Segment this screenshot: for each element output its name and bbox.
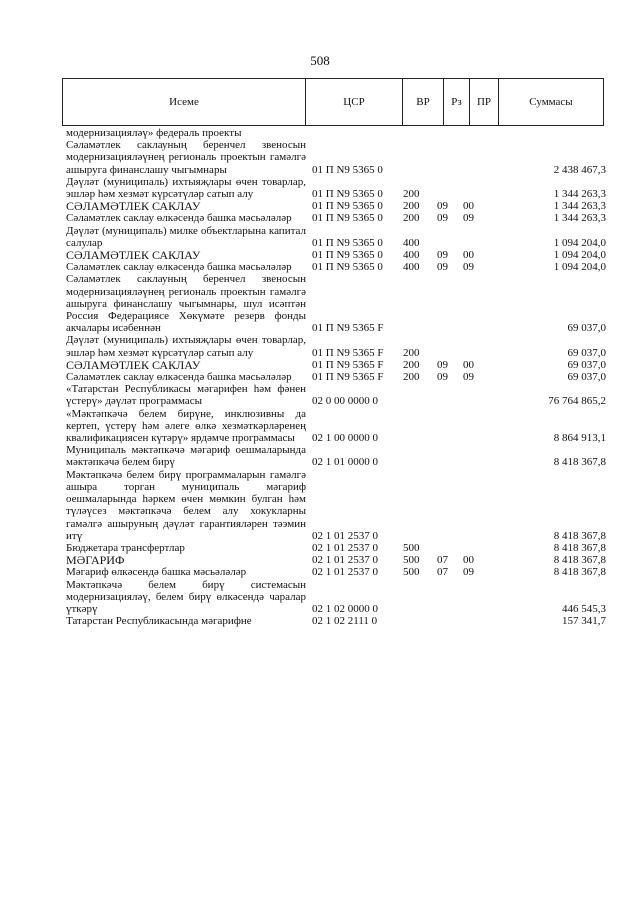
table-row xyxy=(66,615,606,627)
table-row xyxy=(66,225,606,249)
row-pr: 00 xyxy=(463,358,474,371)
row-csr: 01 П N9 5365 0 xyxy=(312,236,383,249)
table-row xyxy=(66,334,606,358)
table-row xyxy=(66,566,606,578)
row-csr: 02 1 01 2537 0 xyxy=(312,541,378,554)
table-row xyxy=(66,139,606,176)
row-vr: 200 xyxy=(403,212,420,225)
row-name: Дәүләт (муниципаль) ихтыяҗлары өчен товарлар, эшләр һәм хезмәт күрсәтүләр сатып алу xyxy=(66,334,306,359)
header-rz: Рз xyxy=(444,79,470,125)
table-row xyxy=(66,212,606,224)
row-name: Муниципаль мәктәпкәчә мәгариф оешмаларында мәктәпкәчә белем бирү xyxy=(66,444,306,469)
row-csr: 02 1 00 0000 0 xyxy=(312,432,378,445)
table-row xyxy=(66,176,606,200)
header-sum: Суммасы xyxy=(529,96,573,108)
row-sum: 1 344 263,3 xyxy=(553,188,606,201)
row-csr: 01 П N9 5365 F xyxy=(312,358,384,371)
row-csr: 02 1 01 2537 0 xyxy=(312,529,378,542)
row-csr: 02 0 00 0000 0 xyxy=(312,395,378,408)
row-sum: 8 418 367,8 xyxy=(553,529,606,542)
row-vr: 200 xyxy=(403,358,420,371)
row-name: «Татарстан Республикасы мәгарифен һәм фәнен үстерү» дәүләт программасы xyxy=(66,383,306,408)
row-rz: 07 xyxy=(437,554,448,567)
row-vr: 200 xyxy=(403,188,420,201)
table-row xyxy=(66,200,606,212)
row-sum: 69 037,0 xyxy=(567,322,606,335)
row-sum: 1 094 204,0 xyxy=(553,236,606,249)
row-vr: 200 xyxy=(403,371,420,384)
row-name: модернизацияләү» федераль проекты xyxy=(66,127,242,139)
table-row xyxy=(66,273,606,334)
row-csr: 02 1 02 2111 0 xyxy=(312,615,378,628)
row-csr: 02 1 01 2537 0 xyxy=(312,554,378,567)
header-pr: ПР xyxy=(470,79,499,125)
row-name: Мәктәпкәчә белем бирү системасын модернизацияләү, белем бирү өлкәсендә чаралар үткәрү xyxy=(66,578,306,615)
row-pr: 00 xyxy=(463,554,474,567)
row-rz: 09 xyxy=(437,371,448,384)
table-row xyxy=(66,542,606,554)
table-row xyxy=(66,408,606,445)
row-vr: 400 xyxy=(403,249,420,262)
row-name: СӘЛАМӘТЛЕК САКЛАУ xyxy=(66,357,201,372)
row-name: Сәламәтлек саклауның беренчел звеносын модернизацияләүнең региональ проектын гамәлгә ашыруга финанслашу чыгымнары, шул исәптән Россия Федерациясе Хөкүмәте резерв фонды акчалары исәбеннән xyxy=(66,273,306,335)
row-csr: 01 П N9 5365 0 xyxy=(312,200,383,213)
table-row xyxy=(66,249,606,261)
row-name: «Мәктәпкәчә белем бирүне, инклюзивны да кертеп, үстерү һәм әлеге өлкә хезмәткәрләренең квалификациясен күтәрү» ярдәмче программасы xyxy=(66,407,306,445)
row-name: Сәламәтлек саклауның беренчел звеносын модернизацияләүнең региональ проектын гамәлгә ашыруга финанслашу чыгымнары xyxy=(66,139,306,176)
row-sum: 1 094 204,0 xyxy=(553,261,606,274)
row-pr: 09 xyxy=(463,261,474,274)
row-sum: 69 037,0 xyxy=(567,358,606,371)
row-csr: 02 1 01 0000 0 xyxy=(312,456,378,469)
row-vr: 500 xyxy=(403,541,420,554)
row-csr: 02 1 02 0000 0 xyxy=(312,602,378,615)
row-rz: 09 xyxy=(437,249,448,262)
row-name: Дәүләт (муниципаль) милке объектларына капитал салулар xyxy=(66,224,306,249)
row-name: СӘЛАМӘТЛЕК САКЛАУ xyxy=(66,248,201,263)
row-name: Татарстан Республикасында мәгарифне xyxy=(66,615,252,628)
table-row xyxy=(66,359,606,371)
row-csr: 01 П N9 5365 F xyxy=(312,322,384,335)
row-name: Мәгариф өлкәсендә башка мәсьәләләр xyxy=(66,566,247,579)
row-sum: 1 094 204,0 xyxy=(553,249,606,262)
row-sum: 8 418 367,8 xyxy=(553,554,606,567)
row-vr: 200 xyxy=(403,346,420,359)
row-sum: 8 418 367,8 xyxy=(553,566,606,579)
row-name: Бюджетара трансфертлар xyxy=(66,541,185,554)
table-row xyxy=(66,383,606,407)
row-rz: 09 xyxy=(437,200,448,213)
table-row xyxy=(66,554,606,566)
row-sum: 1 344 263,3 xyxy=(553,200,606,213)
row-csr: 01 П N9 5365 0 xyxy=(312,163,383,176)
row-name: МӘГАРИФ xyxy=(66,553,125,568)
table-row xyxy=(66,444,606,468)
row-vr: 500 xyxy=(403,554,420,567)
table-row xyxy=(66,261,606,273)
row-rz: 07 xyxy=(437,566,448,579)
row-rz: 09 xyxy=(437,358,448,371)
table-row xyxy=(66,579,606,616)
row-csr: 01 П N9 5365 F xyxy=(312,346,384,359)
row-sum: 69 037,0 xyxy=(567,346,606,359)
row-rz: 09 xyxy=(437,212,448,225)
row-pr: 09 xyxy=(463,371,474,384)
budget-table-body xyxy=(66,127,606,627)
row-csr: 01 П N9 5365 0 xyxy=(312,188,383,201)
header-vr: ВР xyxy=(403,79,444,125)
table-header xyxy=(62,78,604,126)
row-pr: 09 xyxy=(463,212,474,225)
table-row xyxy=(66,371,606,383)
header-csr: ЦСР xyxy=(306,79,403,125)
row-csr: 02 1 01 2537 0 xyxy=(312,566,378,579)
row-csr: 01 П N9 5365 0 xyxy=(312,212,383,225)
row-sum: 76 764 865,2 xyxy=(548,395,606,408)
row-csr: 01 П N9 5365 F xyxy=(312,371,384,384)
row-rz: 09 xyxy=(437,261,448,274)
row-name: Сәламәтлек саклау өлкәсендә башка мәсьәләләр xyxy=(66,371,292,384)
row-sum: 8 418 367,8 xyxy=(553,456,606,469)
row-name: Мәктәпкәчә белем бирү программаларын гамәлгә ашыра торган муниципаль мәгариф оешмаларында һәркем өчен мөмкин булган һәм түләүсез мәктәпкәчә белем алу хокукларны гамәлгә ашыруның дәүләт гарантияләрен тәэмин итү xyxy=(66,468,306,542)
row-pr: 00 xyxy=(463,200,474,213)
row-sum: 2 438 467,3 xyxy=(553,163,606,176)
row-sum: 446 545,3 xyxy=(562,602,606,615)
header-name: Исеме xyxy=(63,79,306,125)
row-pr: 00 xyxy=(463,249,474,262)
row-name: Сәламәтлек саклау өлкәсендә башка мәсьәләләр xyxy=(66,261,292,274)
row-sum: 1 344 263,3 xyxy=(553,212,606,225)
row-sum: 69 037,0 xyxy=(567,371,606,384)
row-vr: 400 xyxy=(403,261,420,274)
row-vr: 500 xyxy=(403,566,420,579)
row-csr: 01 П N9 5365 0 xyxy=(312,261,383,274)
row-csr: 01 П N9 5365 0 xyxy=(312,249,383,262)
page-number: 508 xyxy=(310,53,330,68)
row-vr: 400 xyxy=(403,236,420,249)
row-vr: 200 xyxy=(403,200,420,213)
row-name: СӘЛАМӘТЛЕК САКЛАУ xyxy=(66,199,201,214)
table-row xyxy=(66,127,606,139)
row-pr: 09 xyxy=(463,566,474,579)
row-sum: 8 418 367,8 xyxy=(553,541,606,554)
row-sum: 157 341,7 xyxy=(562,615,606,628)
row-name: Сәламәтлек саклау өлкәсендә башка мәсьәләләр xyxy=(66,212,292,225)
table-row xyxy=(66,469,606,542)
row-name: Дәүләт (муниципаль) ихтыяҗлары өчен товарлар, эшләр һәм хезмәт күрсәтүләр сатып алу xyxy=(66,175,306,201)
row-sum: 8 864 913,1 xyxy=(553,432,606,445)
